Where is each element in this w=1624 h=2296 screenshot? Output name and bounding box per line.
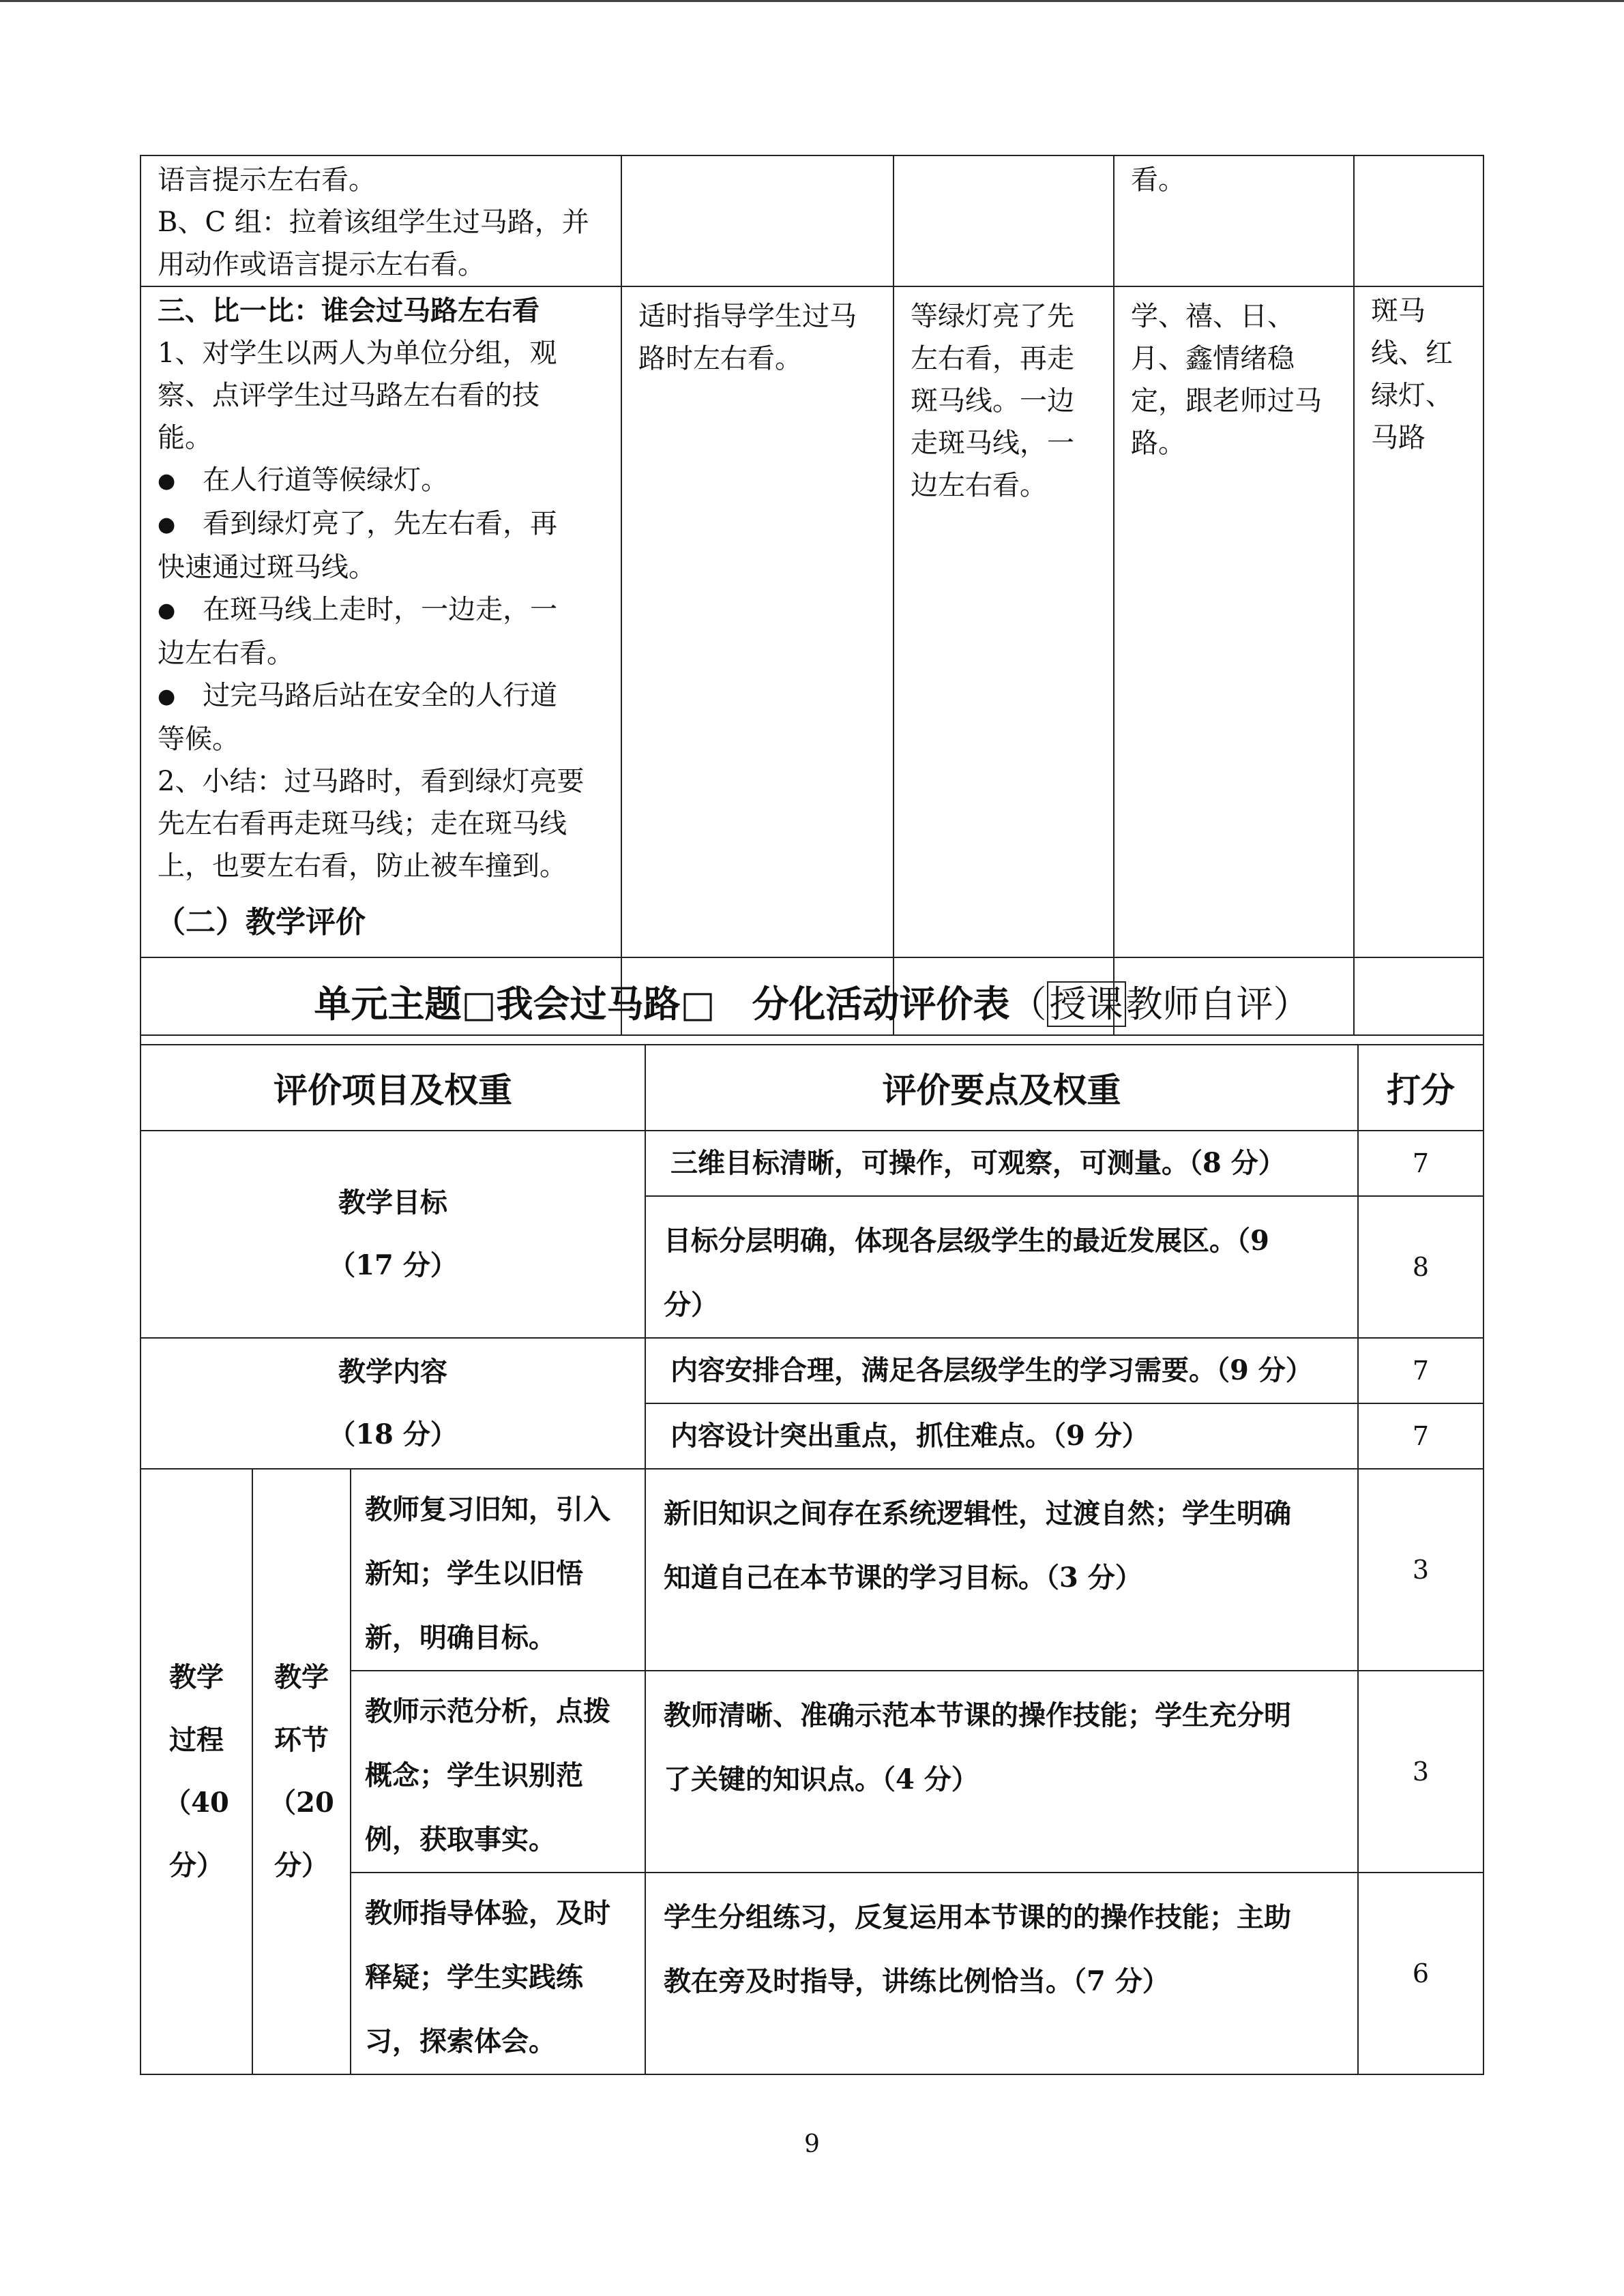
step-description: 教师指导体验，及时 释疑；学生实践练 习，探索体会。: [351, 1873, 645, 2074]
step-description: 教师示范分析，点拨 概念；学生识别范 例，获取事实。: [351, 1671, 645, 1873]
bullet-item: ● 过完马路后站在安全的人行道: [158, 680, 558, 711]
eval-row: [141, 1338, 1483, 1403]
eval-point: 新旧知识之间存在系统逻辑性，过渡自然；学生明确 知道自己在本节课的学习目标。（3 分）: [645, 1469, 1358, 1671]
activity-row-continued: [141, 155, 1483, 286]
eval-score: 6: [1358, 1873, 1483, 2074]
step-description: 教师复习旧知，引入 新知；学生以旧悟 新，明确目标。: [351, 1469, 645, 1671]
section-heading: （二）教学评价: [156, 905, 366, 940]
page-number: 9: [804, 2130, 820, 2158]
header-points: 评价要点及权重: [645, 1045, 1358, 1131]
category-process: 教学 过程 （40 分）: [141, 1469, 252, 2074]
individual-note-cell: 看。: [1114, 155, 1354, 286]
eval-point: 三维目标清晰，可操作，可观察，可测量。（8 分）: [645, 1131, 1358, 1196]
activity-heading: 三、比一比：谁会过马路左右看: [158, 295, 540, 327]
category-content: 教学内容 （18 分）: [141, 1338, 645, 1469]
bullet-item: ● 在斑马线上走时，一边走，一: [158, 594, 558, 625]
evaluation-table: [140, 957, 1484, 2075]
individual-note-cell: 学、禧、日、 月、鑫情绪稳 定，跟老师过马 路。: [1114, 286, 1354, 1035]
eval-point: 学生分组练习，反复运用本节课的的操作技能；主助 教在旁及时指导，讲练比例恰当。（7 分）: [645, 1873, 1358, 2074]
bullet-icon: ●: [158, 513, 176, 537]
teacher-guidance-cell: [621, 155, 894, 286]
bullet-item: ● 看到绿灯亮了，先左右看，再: [158, 508, 558, 539]
eval-point: 目标分层明确，体现各层级学生的最近发展区。（9 分）: [645, 1196, 1358, 1338]
eval-score: 8: [1358, 1196, 1483, 1338]
eval-header-row: [141, 1045, 1483, 1131]
eval-row: [141, 1131, 1483, 1196]
teacher-guidance-cell: 适时指导学生过马 路时左右看。: [621, 286, 894, 1035]
header-score: 打分: [1358, 1045, 1483, 1131]
eval-score: 3: [1358, 1671, 1483, 1873]
eval-table-title: 单元主题□我会过马路□ 分化活动评价表（授课教师自评）: [141, 957, 1483, 1045]
eval-title-row: [141, 957, 1483, 1045]
category-goal: 教学目标 （17 分）: [141, 1131, 645, 1338]
eval-score: 3: [1358, 1469, 1483, 1671]
subcategory-steps: 教学 环节 （20 分）: [252, 1469, 351, 2074]
activity-process-cell: 三、比一比：谁会过马路左右看 1、对学生以两人为单位分组，观 察、点评学生过马路左右看的技 能。 ● 在人行道等候绿灯。 ● 看到绿灯亮了，先左右看，再 快速通过斑马线。 ● 在斑马线上走时，一边走，一 边左右看。 ● 过完马路后站在安全的人行道 等候。 2、小结：过马路时，看到绿灯亮要 先左右看再走斑马线；走在斑马线 上，也要左右看，防止被车撞到。: [141, 286, 621, 1035]
boxed-option: 授课: [1047, 981, 1126, 1027]
eval-point: 教师清晰、准确示范本节课的操作技能；学生充分明 了关键的知识点。（4 分）: [645, 1671, 1358, 1873]
materials-cell: 斑马 线、红 绿灯、 马路: [1354, 286, 1483, 1035]
materials-cell: [1354, 155, 1483, 286]
bullet-icon: ●: [158, 469, 176, 493]
page-top-border: [0, 0, 1624, 2]
eval-score: 7: [1358, 1131, 1483, 1196]
student-goal-cell: [894, 155, 1114, 286]
activity-process-cell: 语言提示左右看。 B、C 组：拉着该组学生过马路，并 用动作或语言提示左右看。: [141, 155, 621, 286]
bullet-item: ● 在人行道等候绿灯。: [158, 464, 449, 496]
header-item: 评价项目及权重: [141, 1045, 645, 1131]
eval-score: 7: [1358, 1338, 1483, 1403]
eval-score: 7: [1358, 1403, 1483, 1469]
student-goal-cell: 等绿灯亮了先 左右看，再走 斑马线。一边 走斑马线，一 边左右看。: [894, 286, 1114, 1035]
eval-point: 内容设计突出重点，抓住难点。（9 分）: [645, 1403, 1358, 1469]
bullet-icon: ●: [158, 599, 176, 623]
bullet-icon: ●: [158, 685, 176, 709]
eval-point: 内容安排合理，满足各层级学生的学习需要。（9 分）: [645, 1338, 1358, 1403]
eval-row: [141, 1469, 1483, 1671]
